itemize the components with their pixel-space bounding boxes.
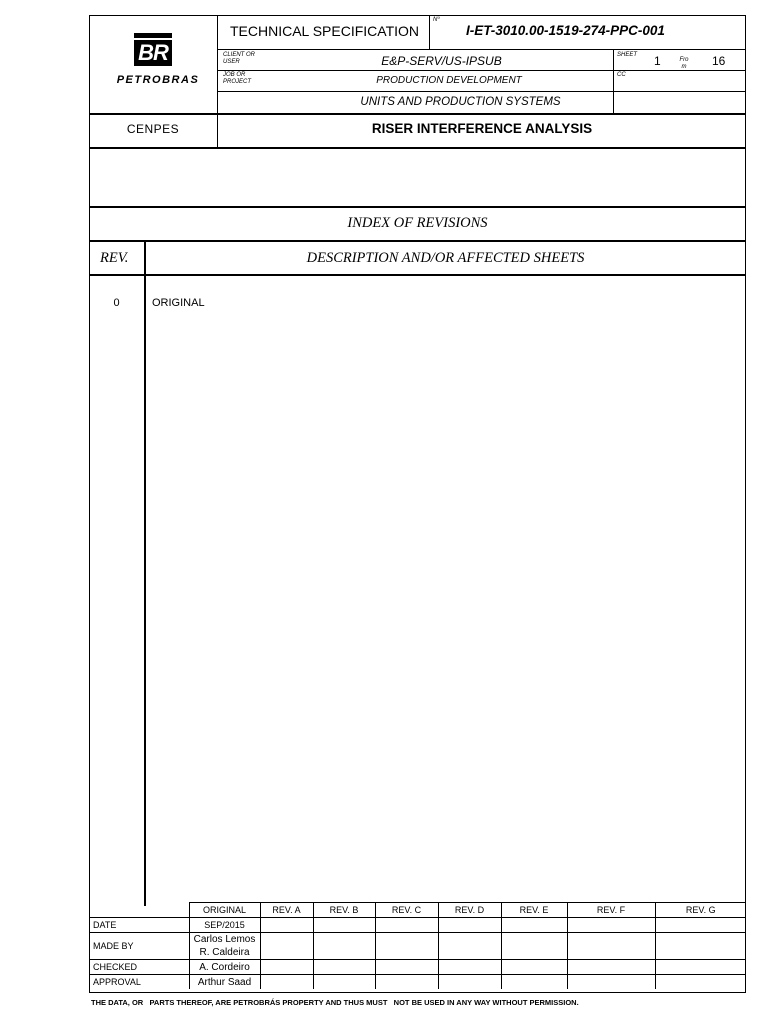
checked-original: A. Cordeiro bbox=[189, 960, 260, 975]
br-logo-icon: BR bbox=[134, 40, 172, 66]
rev-column-header: REV. bbox=[100, 250, 129, 266]
col-rev-d: REV. D bbox=[438, 903, 501, 918]
revisions-heading: INDEX OF REVISIONS bbox=[347, 215, 488, 231]
date-original: SEP/2015 bbox=[189, 918, 260, 933]
sheet-label: SHEET bbox=[617, 52, 638, 58]
document-title: RISER INTERFERENCE ANALYSIS bbox=[371, 121, 593, 136]
footer-notice: THE DATA, OR PARTS THEREOF, ARE PETROBRÁS PROPERTY AND THUS MUST NOT BE USED IN ANY WAY WITHOUT PERMISSION. bbox=[91, 998, 579, 1007]
sheet-total: 16 bbox=[712, 54, 726, 68]
doc-number: I-ET-3010.00-1519-274-PPC-001 bbox=[466, 23, 665, 38]
checked-label: CHECKED bbox=[90, 960, 189, 975]
doc-type: TECHNICAL SPECIFICATION bbox=[230, 23, 420, 39]
date-label: DATE bbox=[90, 918, 189, 933]
area-value: UNITS AND PRODUCTION SYSTEMS bbox=[360, 96, 561, 108]
approval-original: Arthur Saad bbox=[189, 975, 260, 990]
col-rev-b: REV. B bbox=[313, 903, 375, 918]
revision-row-rev: 0 bbox=[113, 297, 120, 309]
client-label: CLIENT OR USER bbox=[223, 52, 256, 65]
cc-label: CC bbox=[617, 72, 626, 78]
approval-table bbox=[90, 902, 746, 989]
client-value: E&P-SERV/US-IPSUB bbox=[381, 54, 502, 68]
col-rev-c: REV. C bbox=[375, 903, 438, 918]
sheet-current: 1 bbox=[654, 54, 661, 68]
description-column-header: DESCRIPTION AND/OR AFFECTED SHEETS bbox=[306, 250, 585, 266]
job-value: PRODUCTION DEVELOPMENT bbox=[376, 75, 522, 86]
job-label: JOB OR PROJECT bbox=[223, 72, 252, 85]
page-frame bbox=[89, 15, 746, 993]
made-by-label: MADE BY bbox=[90, 933, 189, 960]
made-by-name-1: Carlos Lemos bbox=[193, 934, 256, 945]
col-original: ORIGINAL bbox=[189, 903, 260, 918]
org-name: CENPES bbox=[126, 122, 180, 136]
col-rev-e: REV. E bbox=[501, 903, 567, 918]
approval-label: APPROVAL bbox=[90, 975, 189, 990]
petrobras-logo bbox=[108, 30, 208, 90]
petrobras-wordmark: PETROBRAS bbox=[116, 74, 200, 86]
sheet-from-label: Fro m bbox=[679, 57, 689, 70]
col-rev-a: REV. A bbox=[260, 903, 313, 918]
revision-row-desc: ORIGINAL bbox=[152, 297, 205, 309]
col-rev-g: REV. G bbox=[655, 903, 746, 918]
made-by-name-2: R. Caldeira bbox=[199, 947, 250, 958]
col-rev-f: REV. F bbox=[567, 903, 655, 918]
number-label: Nº bbox=[433, 17, 440, 23]
